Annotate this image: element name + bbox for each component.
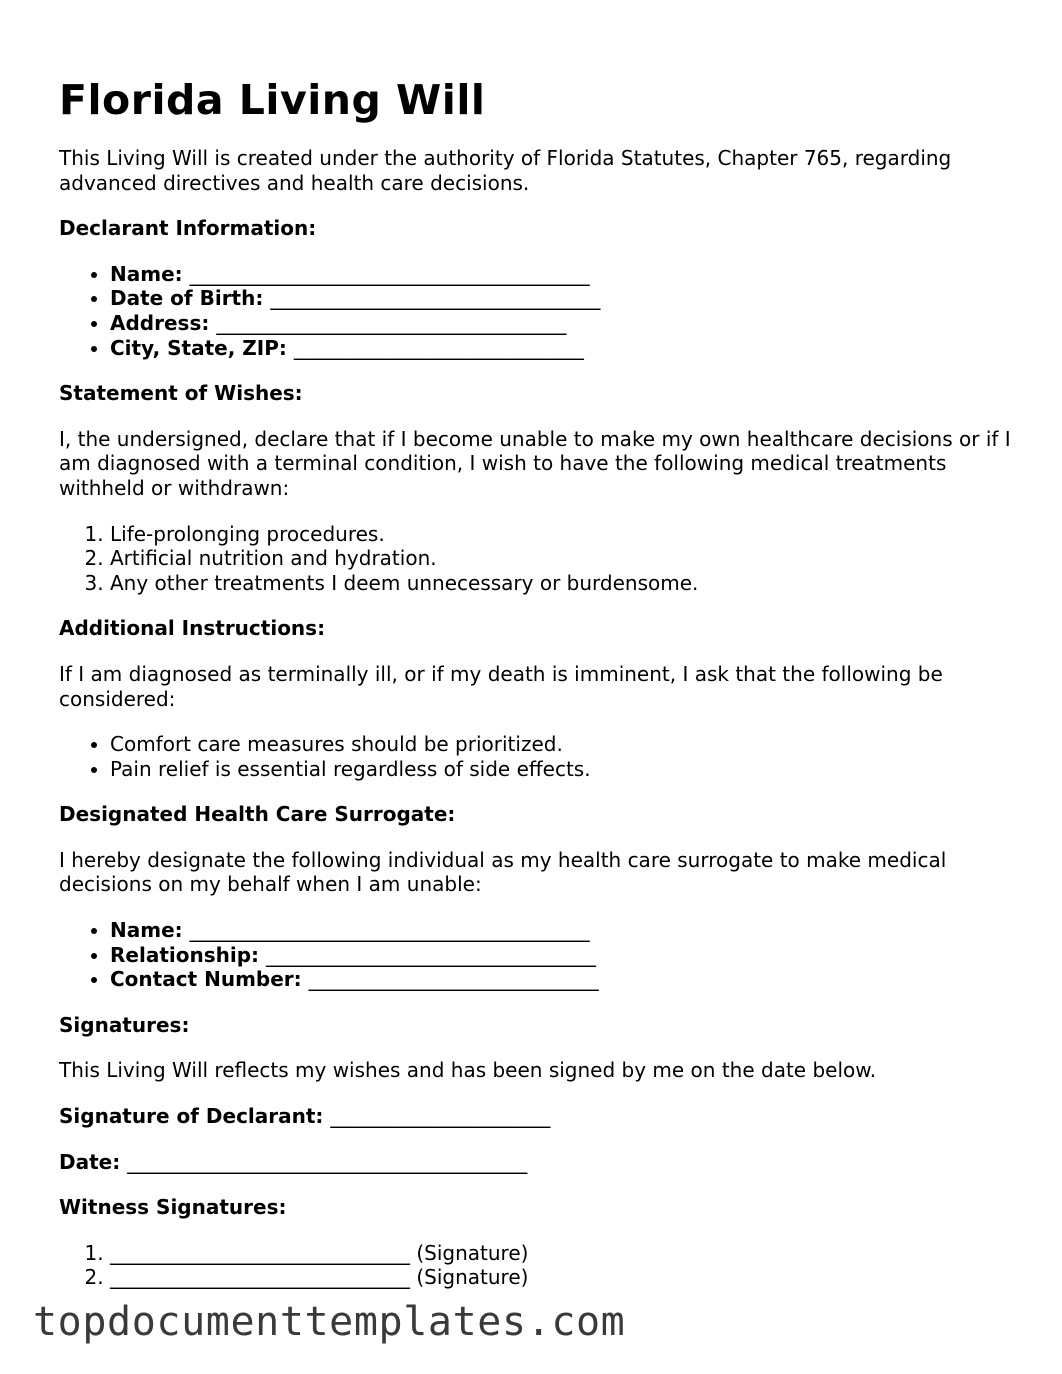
witness-signature-line: 2. ______________________________ (Signature) [110,1265,1019,1290]
surrogate-contact-field: • Contact Number: _____________________________ [110,967,1019,992]
declarant-dob-field: • Date of Birth: _________________________________ [110,286,1019,311]
additional-list [59,732,1019,781]
wishes-list [59,522,1019,596]
intro-paragraph: This Living Will is created under the authority of Florida Statutes, Chapter 765, regarding advanced directives and health care decisions. [59,146,952,195]
declarant-city-field: • City, State, ZIP: _____________________________ [110,336,1019,361]
additional-heading: Additional Instructions: [59,616,326,641]
surrogate-heading: Designated Health Care Surrogate: [59,802,456,827]
watermark: topdocumenttemplates.com [33,1299,626,1345]
declarant-heading: Declarant Information: [59,216,317,241]
document-page [59,72,1019,1311]
wishes-paragraph: I, the undersigned, declare that if I become unable to make my own healthcare decisions or if I am diagnosed with a terminal condition, I wish to have the following medical treatments withheld or withdrawn: [59,426,1011,500]
list-item: 3. Any other treatments I deem unnecessary or burdensome. [110,571,1019,596]
witness-signature-line: 1. ______________________________ (Signature) [110,1241,1019,1266]
surrogate-paragraph: I hereby designate the following individual as my health care surrogate to make medical decisions on my behalf when I am unable: [59,847,947,897]
signatures-paragraph: This Living Will reflects my wishes and has been signed by me on the date below. [59,1058,877,1083]
declarant-fields [59,262,1019,360]
declarant-name-field: • Name: ________________________________________ [110,262,1019,287]
list-item: • Pain relief is essential regardless of side effects. [110,757,1019,782]
surrogate-fields [59,918,1019,992]
document-title: Florida Living Will [59,76,486,124]
list-item: 1. Life-prolonging procedures. [110,522,1019,547]
list-item: 2. Artificial nutrition and hydration. [110,546,1019,571]
additional-paragraph: If I am diagnosed as terminally ill, or if my death is imminent, I ask that the following be considered: [59,661,943,711]
date-line: Date: ________________________________________ [59,1149,528,1174]
signatures-heading: Signatures: [59,1012,190,1037]
wishes-heading: Statement of Wishes: [59,381,303,406]
declarant-signature-line: Signature of Declarant: ______________________ [59,1104,551,1129]
list-item: • Comfort care measures should be prioritized. [110,732,1019,757]
witness-list [59,1241,1019,1290]
declarant-address-field: • Address: ___________________________________ [110,311,1019,336]
surrogate-relationship-field: • Relationship: _________________________________ [110,943,1019,968]
witness-heading: Witness Signatures: [59,1195,287,1220]
surrogate-name-field: • Name: ________________________________________ [110,918,1019,943]
